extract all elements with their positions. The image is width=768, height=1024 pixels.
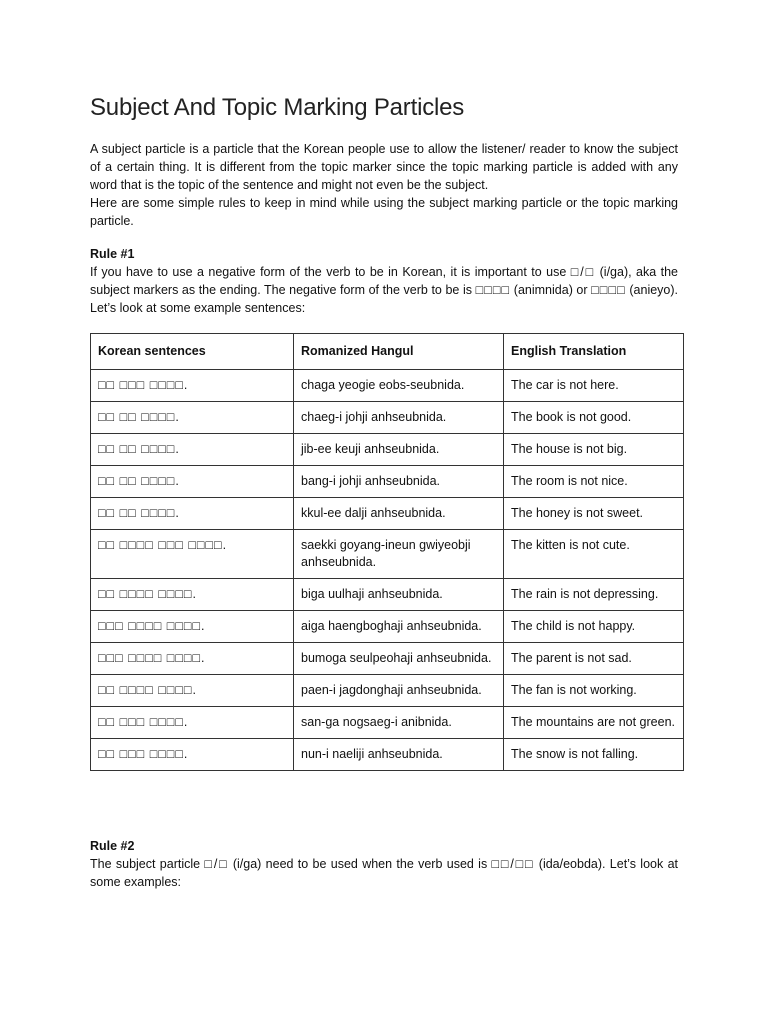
table-row (91, 611, 684, 643)
romanized-hangul: san-ga nogsaeg-i anibnida. (294, 707, 504, 739)
rule-1-text: If you have to use a negative form of the verb to be in Korean, it is important to use (90, 265, 571, 279)
romanized-hangul: chaeg-i johji anhseubnida. (294, 402, 504, 434)
negative-form-animnida: □□□□ (475, 283, 511, 297)
romanized-hangul: biga uulhaji anhseubnida. (294, 579, 504, 611)
table-row (91, 675, 684, 707)
column-header-korean: Korean sentences (91, 334, 294, 370)
korean-sentence: □□ □□□ □□□□. (91, 370, 294, 402)
rule-1-text: (animnida) or (510, 283, 592, 297)
korean-sentence: □□ □□ □□□□. (91, 402, 294, 434)
table-row (91, 643, 684, 675)
table-row (91, 579, 684, 611)
english-translation: The room is not nice. (504, 466, 684, 498)
korean-sentence: □□ □□□□ □□□ □□□□. (91, 530, 294, 579)
rule-2-paragraph (90, 855, 678, 891)
rule-1-text: (i/ga), aka the subject markers as the ending. The negative form of the verb to be is (90, 265, 679, 297)
romanized-hangul: jib-ee keuji anhseubnida. (294, 434, 504, 466)
english-translation: The book is not good. (504, 402, 684, 434)
english-translation: The rain is not depressing. (504, 579, 684, 611)
romanized-hangul: paen-i jagdonghaji anhseubnida. (294, 675, 504, 707)
rule-1-paragraph (90, 263, 678, 317)
table-row (91, 402, 684, 434)
table-row (91, 498, 684, 530)
rule-1-heading: Rule #1 (90, 247, 135, 261)
rule-2-text: The subject particle (90, 857, 205, 871)
rule-2-text: (i/ga) need to be used when the verb used is (228, 857, 492, 871)
rule-2-heading: Rule #2 (90, 839, 135, 853)
korean-sentence: □□ □□ □□□□. (91, 466, 294, 498)
rule-2-text: (ida/eobda). Let’s look at some examples: (90, 857, 678, 889)
english-translation: The snow is not falling. (504, 739, 684, 771)
korean-sentence: □□ □□ □□□□. (91, 498, 294, 530)
korean-sentence: □□ □□□ □□□□. (91, 739, 294, 771)
table-row (91, 530, 684, 579)
page-title: Subject And Topic Marking Particles (90, 94, 465, 121)
english-translation: The fan is not working. (504, 675, 684, 707)
english-translation: The child is not happy. (504, 611, 684, 643)
romanized-hangul: bumoga seulpeohaji anhseubnida. (294, 643, 504, 675)
korean-sentence: □□ □□□□ □□□□. (91, 675, 294, 707)
korean-sentence: □□ □□□ □□□□. (91, 707, 294, 739)
romanized-hangul: aiga haengboghaji anhseubnida. (294, 611, 504, 643)
romanized-hangul: kkul-ee dalji anhseubnida. (294, 498, 504, 530)
column-header-romanized: Romanized Hangul (294, 334, 504, 370)
english-translation: The parent is not sad. (504, 643, 684, 675)
table-header-row (91, 334, 684, 370)
example-sentences-table (90, 333, 684, 771)
table-row (91, 707, 684, 739)
subject-particle: □/□ (204, 857, 229, 871)
english-translation: The honey is not sweet. (504, 498, 684, 530)
subject-particle: □/□ (570, 265, 596, 279)
english-translation: The car is not here. (504, 370, 684, 402)
english-translation: The kitten is not cute. (504, 530, 684, 579)
intro-paragraph-rules: Here are some simple rules to keep in mind while using the subject marking particle or the topic marking particle. (90, 196, 678, 228)
romanized-hangul: nun-i naeliji anhseubnida. (294, 739, 504, 771)
korean-sentence: □□ □□□□ □□□□. (91, 579, 294, 611)
table-row (91, 466, 684, 498)
table-row (91, 434, 684, 466)
verbs-ida-eobda: □□/□□ (491, 857, 535, 871)
table-row (91, 370, 684, 402)
korean-sentence: □□□ □□□□ □□□□. (91, 643, 294, 675)
korean-sentence: □□ □□ □□□□. (91, 434, 294, 466)
korean-sentence: □□□ □□□□ □□□□. (91, 611, 294, 643)
romanized-hangul: bang-i johji anhseubnida. (294, 466, 504, 498)
table-body (91, 370, 684, 771)
english-translation: The mountains are not green. (504, 707, 684, 739)
romanized-hangul: saekki goyang-ineun gwiyeobji anhseubnida. (294, 530, 504, 579)
negative-form-anieyo: □□□□ (591, 283, 626, 297)
intro-paragraph: A subject particle is a particle that the Korean people use to allow the listener/ reader to know the subject of a certain thing. It is different from the topic marker since the topic marking particle is added with any word that is the topic of the sentence and might not even be the subject. (90, 142, 678, 192)
english-translation: The house is not big. (504, 434, 684, 466)
table-row (91, 739, 684, 771)
romanized-hangul: chaga yeogie eobs-seubnida. (294, 370, 504, 402)
column-header-english: English Translation (504, 334, 684, 370)
rule-1-text: (anieyo). Let’s look at some example sentences: (90, 283, 679, 315)
